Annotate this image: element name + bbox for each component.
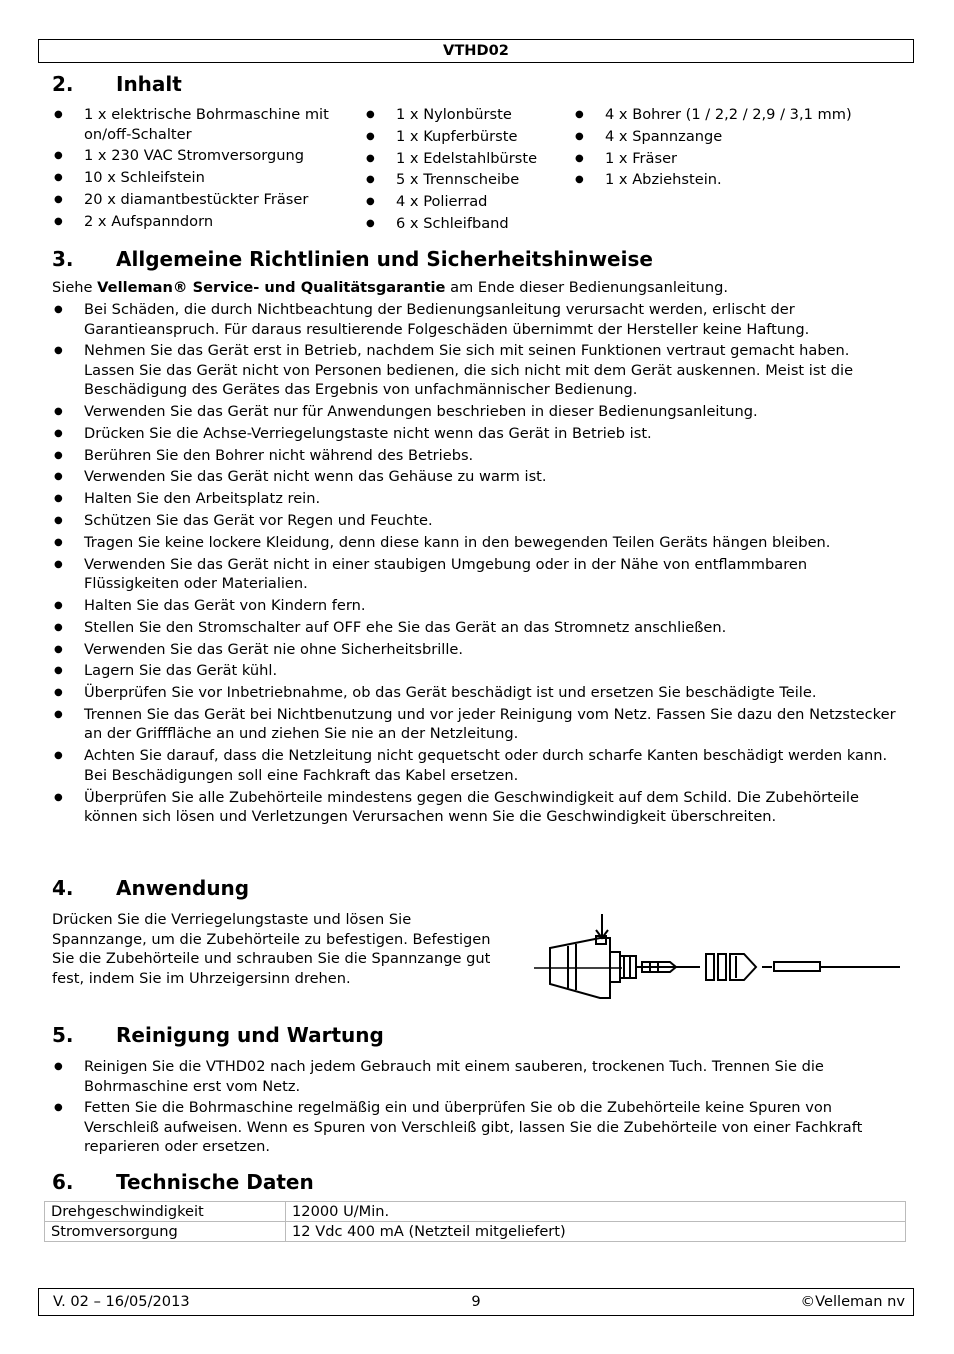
list-item: ● 1 x Kupferbürste bbox=[364, 127, 564, 147]
list-item: ● Lagern Sie das Gerät kühl. bbox=[52, 661, 904, 681]
list-item: ● Reinigen Sie die VTHD02 nach jedem Gebrauch mit einem sauberen, trockenen Tuch. Trennen Sie die Bohrmaschine erst vom Netz. bbox=[52, 1057, 904, 1096]
list-item: ● Berühren Sie den Bohrer nicht während des Betriebs. bbox=[52, 446, 904, 466]
heading-richtlinien: 3. Allgemeine Richtlinien und Sicherheitshinweise bbox=[52, 247, 653, 271]
contents-list-column-1 bbox=[52, 105, 362, 233]
list-item: ● 4 x Polierrad bbox=[364, 192, 564, 212]
list-item: ● Stellen Sie den Stromschalter auf OFF ehe Sie das Gerät an das Stromnetz anschließen. bbox=[52, 618, 904, 638]
list-item: ● 1 x Nylonbürste bbox=[364, 105, 564, 125]
list-item: ● Verwenden Sie das Gerät nicht wenn das Gehäuse zu warm ist. bbox=[52, 467, 904, 487]
list-item: ● 1 x Fräser bbox=[573, 149, 903, 169]
contents-list-column-2 bbox=[364, 105, 564, 236]
collet-assembly-diagram bbox=[530, 908, 904, 1008]
list-item: ● 1 x Edelstahlbürste bbox=[364, 149, 564, 169]
list-item: ● 20 x diamantbestückter Fräser bbox=[52, 190, 362, 210]
heading-inhalt: 2. Inhalt bbox=[52, 72, 182, 96]
list-item: ● Fetten Sie die Bohrmaschine regelmäßig ein und überprüfen Sie ob die Zubehörteile keine Spuren von Verschleiß aufweisen. Wenn es Spuren von Verschleiß gibt, lassen Sie die Zubehörteile von einer Fachkraft reparieren oder ersetzen. bbox=[52, 1098, 904, 1157]
list-item: ● Halten Sie den Arbeitsplatz rein. bbox=[52, 489, 904, 509]
spec-table bbox=[44, 1201, 906, 1242]
spec-value: 12 Vdc 400 mA (Netzteil mitgeliefert) bbox=[286, 1222, 906, 1242]
list-item: ● 2 x Aufspanndorn bbox=[52, 212, 362, 232]
list-item: ● Überprüfen Sie vor Inbetriebnahme, ob das Gerät beschädigt ist und ersetzen Sie beschädigte Teile. bbox=[52, 683, 904, 703]
list-item: ● Verwenden Sie das Gerät nie ohne Sicherheitsbrille. bbox=[52, 640, 904, 660]
guarantee-title: Velleman® Service- und Qualitätsgarantie bbox=[97, 279, 446, 296]
list-item: ● 1 x Abziehstein. bbox=[573, 170, 903, 190]
list-item: ● Nehmen Sie das Gerät erst in Betrieb, nachdem Sie sich mit seinen Funktionen vertraut gemacht haben. Lassen Sie das Gerät nicht von Personen bedienen, die sich nicht mit dem Gerät auskennen. Meist ist die Beschädigung des Gerätes das Ergebnis von unfachmännischer Bedienung. bbox=[52, 341, 904, 400]
list-item: ● Verwenden Sie das Gerät nur für Anwendungen beschrieben in dieser Bedienungsanleitung. bbox=[52, 402, 904, 422]
usage-text: Drücken Sie die Verriegelungstaste und lösen Sie Spannzange, um die Zubehörteile zu befestigen. Befestigen Sie die Zubehörteile und schrauben Sie die Spannzange gut fest, indem Sie im Uhrzeigersinn drehen. bbox=[52, 911, 491, 987]
list-item: ● 6 x Schleifband bbox=[364, 214, 564, 234]
table-row bbox=[45, 1222, 906, 1242]
guarantee-reference: Siehe Velleman® Service- und Qualitätsgarantie am Ende dieser Bedienungsanleitung. bbox=[52, 279, 729, 296]
list-item: ● Trennen Sie das Gerät bei Nichtbenutzung und vor jeder Reinigung vom Netz. Fassen Sie dazu den Netzstecker an der Grifffläche an und ziehen Sie nie an der Netzleitung. bbox=[52, 705, 904, 744]
list-item: ● Halten Sie das Gerät von Kindern fern. bbox=[52, 596, 904, 616]
page-header bbox=[38, 39, 914, 63]
cleaning-list bbox=[52, 1057, 904, 1159]
copyright: ©Velleman nv bbox=[800, 1293, 905, 1310]
safety-list bbox=[52, 300, 904, 829]
spec-key: Stromversorgung bbox=[45, 1222, 286, 1242]
heading-reinigung: 5. Reinigung und Wartung bbox=[52, 1023, 384, 1047]
list-item: ● Verwenden Sie das Gerät nicht in einer staubigen Umgebung oder in der Nähe von entflammbaren Flüssigkeiten oder Materialien. bbox=[52, 555, 904, 594]
page-footer bbox=[38, 1288, 914, 1316]
document-code: VTHD02 bbox=[443, 42, 509, 59]
list-item: ● 1 x 230 VAC Stromversorgung bbox=[52, 146, 362, 166]
list-item: ● Achten Sie darauf, dass die Netzleitung nicht gequetscht oder durch scharfe Kanten beschädigt werden kann. Bei Beschädigungen soll eine Fachkraft das Kabel ersetzen. bbox=[52, 746, 904, 785]
spec-key: Drehgeschwindigkeit bbox=[45, 1202, 286, 1222]
list-item: ● Schützen Sie das Gerät vor Regen und Feuchte. bbox=[52, 511, 904, 531]
list-item: ● 1 x elektrische Bohrmaschine mit on/off-Schalter bbox=[52, 105, 362, 144]
list-item: ● Bei Schäden, die durch Nichtbeachtung der Bedienungsanleitung verursacht werden, erlischt der Garantieanspruch. Für daraus resultierende Folgeschäden übernimmt der Hersteller keine Haftung. bbox=[52, 300, 904, 339]
list-item: ● Überprüfen Sie alle Zubehörteile mindestens gegen die Geschwindigkeit auf dem Schild. Die Zubehörteile können sich lösen und Verletzungen Verursachen wenn Sie die Geschwindigkeit überschreiten. bbox=[52, 788, 904, 827]
version-date: V. 02 – 16/05/2013 bbox=[53, 1293, 190, 1310]
list-item: ● 10 x Schleifstein bbox=[52, 168, 362, 188]
list-item: ● Tragen Sie keine lockere Kleidung, denn diese kann in den bewegenden Teilen Geräts hängen bleiben. bbox=[52, 533, 904, 553]
list-item: ● 4 x Spannzange bbox=[573, 127, 903, 147]
list-item: ● Drücken Sie die Achse-Verriegelungstaste nicht wenn das Gerät in Betrieb ist. bbox=[52, 424, 904, 444]
spec-value: 12000 U/Min. bbox=[286, 1202, 906, 1222]
table-row bbox=[45, 1202, 906, 1222]
heading-anwendung: 4. Anwendung bbox=[52, 876, 250, 900]
list-item: ● 4 x Bohrer (1 / 2,2 / 2,9 / 3,1 mm) bbox=[573, 105, 903, 125]
heading-technische-daten: 6. Technische Daten bbox=[52, 1170, 314, 1194]
list-item: ● 5 x Trennscheibe bbox=[364, 170, 564, 190]
page-number: 9 bbox=[471, 1293, 481, 1310]
contents-list-column-3 bbox=[573, 105, 903, 192]
